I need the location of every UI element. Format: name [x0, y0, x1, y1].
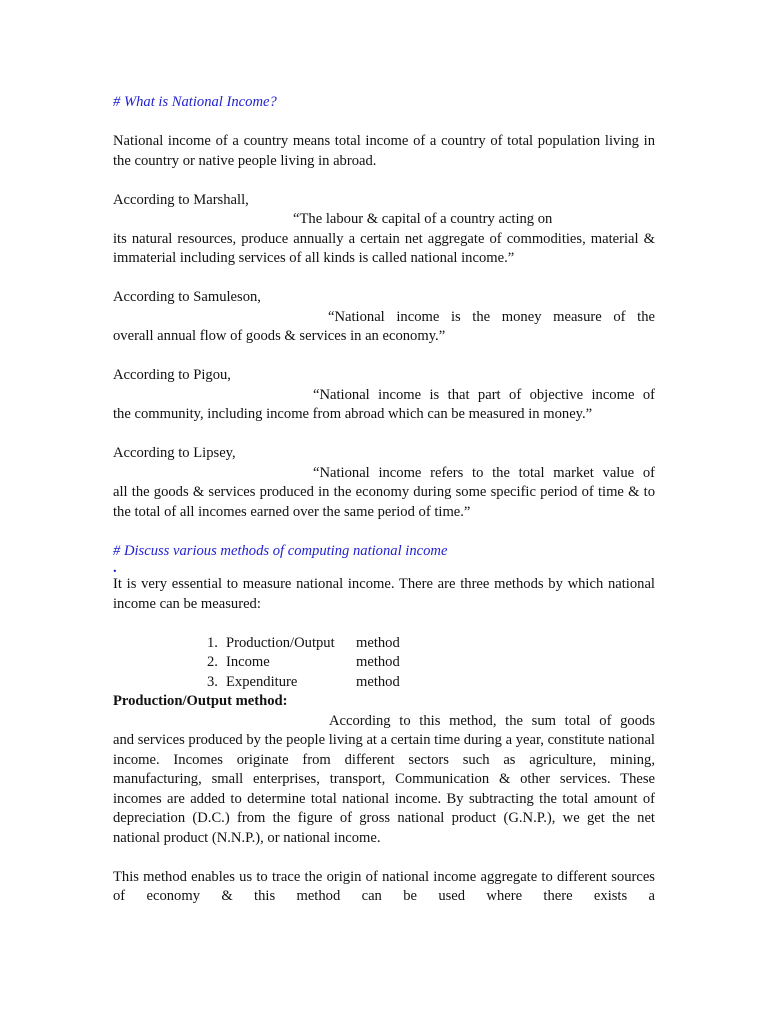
list-item	[207, 634, 655, 654]
production-method-closing: This method enables us to trace the origin of national income aggregate to different sources of economy & this method can be used where there exists a	[113, 868, 655, 904]
definition-quote-lipsey: all the goods & services produced in the economy during some specific period of time & to the total of all incomes earned over the same period of time.”	[113, 484, 655, 520]
definition-lead-marshall: According to Marshall,	[113, 191, 249, 208]
definition-quote-pigou: the community, including income from abroad which can be measured in money.”	[113, 406, 593, 422]
list-item	[207, 673, 655, 693]
definition-lead-pigou: According to Pigou,	[113, 367, 231, 383]
definition-quote-start-samuleson: “National income is the money measure of the	[328, 308, 655, 325]
list-item-kind: method	[356, 654, 400, 670]
methods-intro: It is very essential to measure national income. There are three methods by which national income can be measured:	[113, 576, 655, 612]
list-item-number: 2.	[207, 654, 218, 670]
list-item-name: Production/Output	[226, 634, 335, 651]
list-item-number: 1.	[207, 634, 218, 651]
list-item-name: Income	[226, 654, 270, 670]
production-method-subheading: Production/Output method:	[113, 693, 288, 709]
list-item-kind: method	[356, 634, 400, 651]
definition-quote-samuleson: overall annual flow of goods & services in an economy.”	[113, 328, 446, 344]
heading-dot: .	[113, 560, 117, 576]
list-item	[207, 653, 655, 673]
document-page	[113, 93, 655, 907]
national-income-intro: National income of a country means total income of a country of total population living in the country or native people living in abroad.	[113, 133, 655, 169]
section-heading-methods: # Discuss various methods of computing national income	[113, 542, 448, 559]
list-item-name: Expenditure	[226, 673, 298, 690]
list-item-kind: method	[356, 673, 400, 690]
production-method-body: and services produced by the people living at a certain time during a year, constitute national income. Incomes originate from different sectors such as agriculture, mining, manufacturing, small enterprises, transport, Communication & other services. These incomes are added to determine total national income. By subtracting the total amount of depreciation (D.C.) from the figure of gross national product (G.N.P.), we get the net national product (N.N.P.), or national income.	[113, 732, 655, 846]
definition-lead-samuleson: According to Samuleson,	[113, 289, 261, 305]
definition-quote-start-marshall: “The labour & capital of a country acting on	[293, 211, 553, 227]
definition-lead-lipsey: According to Lipsey,	[113, 445, 236, 461]
production-method-first-line: According to this method, the sum total of goods	[329, 712, 655, 729]
definition-quote-start-pigou: “National income is that part of objective income of	[313, 386, 655, 403]
methods-list	[113, 634, 655, 693]
definition-quote-marshall: its natural resources, produce annually a certain net aggregate of commodities, material & immaterial including services of all kinds is called national income.”	[113, 230, 655, 266]
list-item-number: 3.	[207, 673, 218, 690]
definition-quote-start-lipsey: “National income refers to the total market value of	[313, 464, 655, 481]
section-heading-national-income: # What is National Income?	[113, 94, 277, 110]
